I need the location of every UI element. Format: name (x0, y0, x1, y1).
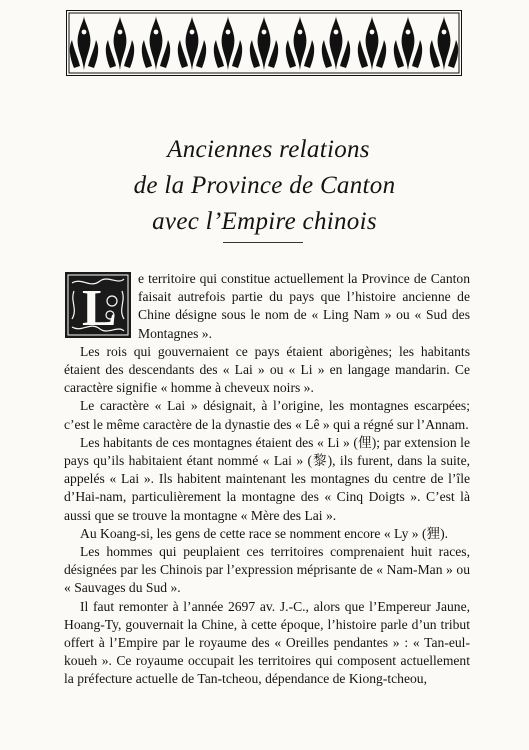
floral-border-icon (66, 10, 462, 76)
paragraph: Au Koang-si, les gens de cette race se nomment encore « Ly » (狸). (80, 525, 449, 541)
title-line-3: avec l’Empire chinois (152, 208, 377, 235)
ornamental-header-border (66, 10, 462, 76)
dropcap-letter: L (82, 280, 117, 337)
dropcap-initial (64, 271, 132, 339)
paragraph: e territoire qui constitue actuellement la Province de Canton faisait autrefois partie du pays que l’histoire ancienne de Chine désigne sous le nom de « Ling Nam » ou « Sud des Montagnes ». (64, 270, 470, 343)
title-line-2: de la Province de Canton (133, 172, 396, 199)
paragraph: Le caractère « Lai » désignait, à l’origine, les montagnes escarpées; c’est le même caractère de la dynastie des « Lê » qui a régné sur l’Annam. (64, 398, 470, 432)
decorated-initial-icon (64, 271, 132, 339)
title-divider (223, 242, 303, 243)
paragraph: Les hommes qui peuplaient ces territoires comprenaient huit races, désignées par les Chinois par l’expression méprisante de « Nam-Man » ou « Sauvages du Sud ». (64, 544, 470, 596)
title-line-1: Anciennes relations (167, 136, 370, 163)
chapter-title (0, 132, 529, 240)
paragraph: Il faut remonter à l’année 2697 av. J.-C., alors que l’Empereur Jaune, Hoang-Ty, gouvernait la Chine, à cette époque, l’histoire parle d’un tribut offert à l’Empire par le royaume des « Oreilles pendantes » : « Tan-eul-koueh ». Ce royaume occupait les territoires qui composent actuellement la préfecture actuelle de Tan-tcheou, dépendance de Kiong-tcheou, (64, 598, 470, 687)
paragraph: Les habitants de ces montagnes étaient des « Li » (俚); par extension le pays qu’ils habitaient étant nommé « Lai » (黎), ils furent, dans la suite, appelés « Lai ». Ils habitent maintenant les montagnes du centre de l’île d’Hai-nam, particulièrement la montagne des « Cinq Doigts ». C’est là aussi que se trouve la montagne « Mère des Lai ». (64, 434, 470, 523)
paragraph: Les rois qui gouvernaient ce pays étaient aborigènes; les habitants étaient des descendants des « Lai » ou « Li » en langage mandarin. Ce caractère signifie « homme à cheveux noirs ». (64, 343, 470, 396)
